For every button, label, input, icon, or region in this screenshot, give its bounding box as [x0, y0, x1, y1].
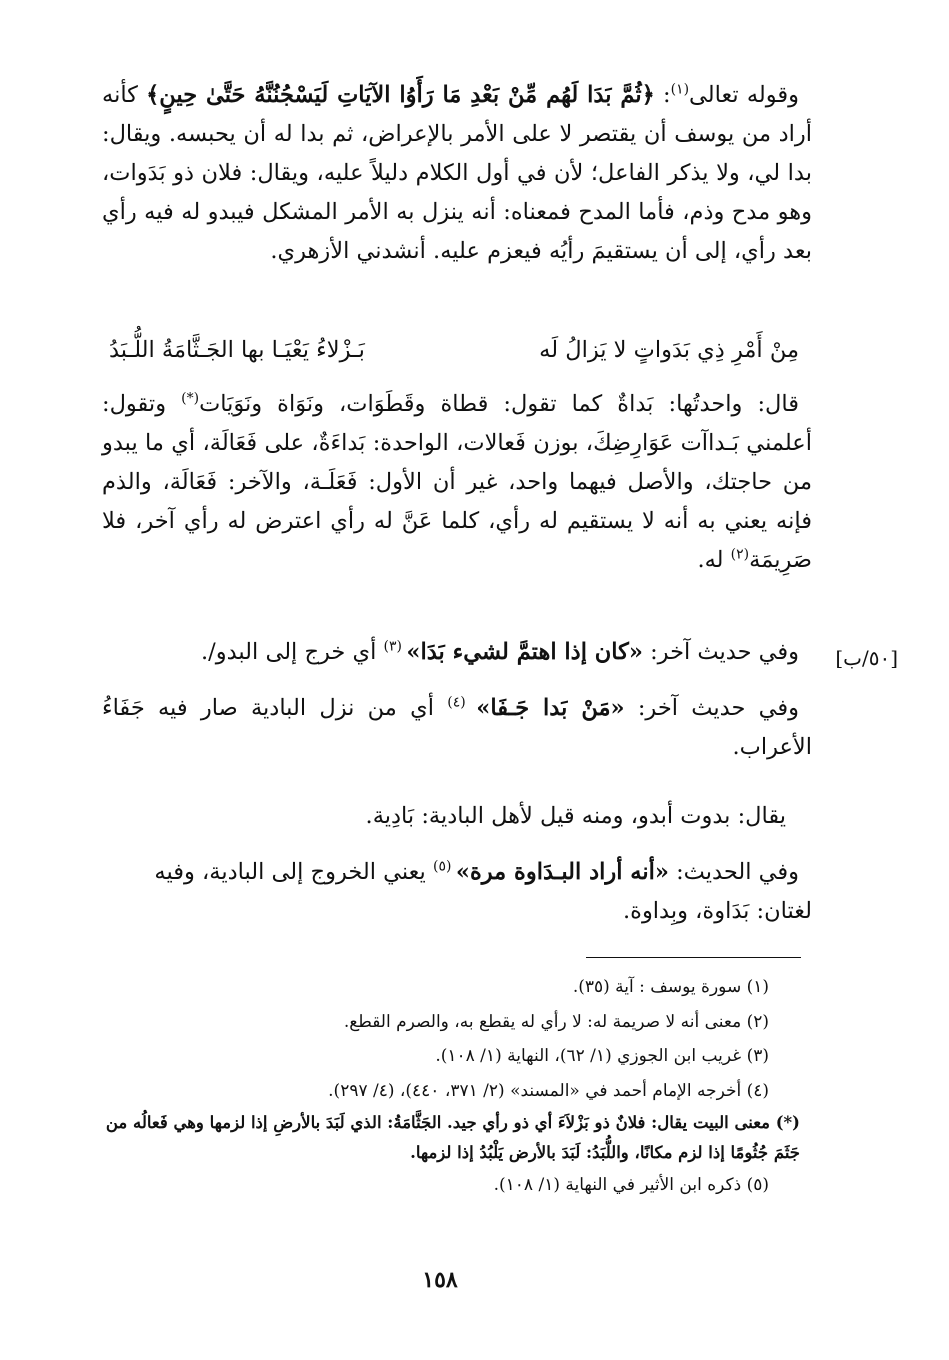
verse-second-hemistich: بَـزْلاءُ يَعْيَـا بها الجَـثَّامَةُ اللُّـبَدُ	[109, 337, 365, 363]
footnotes	[102, 970, 812, 1203]
main-paragraph	[102, 76, 812, 271]
colon: :	[654, 82, 671, 108]
hadith-text: يعني الخروج إلى البادية، وفيه	[154, 859, 433, 885]
hadith-intro: وفي حديث آخر:	[642, 639, 799, 665]
marginal-folio-note: [٥٠/ب]	[835, 646, 898, 670]
footnote-1: (١) سورة يوسف : آية (٣٥).	[572, 977, 769, 997]
footnote-ref-1: (١)	[670, 81, 690, 98]
intro-text: وقوله تعالى	[689, 82, 799, 108]
footnote-divider	[586, 957, 801, 958]
footnote-ref-5: (٥)	[432, 858, 456, 875]
paragraph-text: يقال: بدوت أبدو، ومنه قيل لأهل البادية: بَادِية.	[365, 803, 786, 829]
hadith-quote: «كان إذا اهتمَّ لشيء بَدَا»	[406, 639, 643, 665]
hadith-text-line2: لغتان: بَدَاوة، وبِداوة.	[623, 898, 812, 924]
paragraph-text: كأنه أراد من يوسف أن يقتصر لا على الأمر بالإعراض، ثم بدا له أن يحبسه. ويقال: بدا لي، ولا يذكر الفاعل؛ لأن في أول الكلام دليلاً عليه، ويقال: فلان ذو بَدَوات، وهو مدح وذم، فأما المدح فمعناه: أنه ينزل به الأمر المشكل فيبدو له فيه رأي بعد رأي، إلى أن يستقيمَ رأيُه فيعزم عليه. أنشدني الأزهري.	[102, 82, 812, 264]
hadith-paragraph-1	[102, 633, 812, 672]
hadith-paragraph-2	[102, 689, 812, 767]
footnote-ref-4: (٤)	[447, 694, 477, 711]
paragraph-text: وتقول: أعلمني بَـداآت عَوَارِضِكَ، بوزن فَعالات، الواحدة: بَداءَةٌ، على فَعَالَة، أي ما يبدو من حاجتك، والأصل فيهما واحد، غير أن الأول: فَعَلَـة، والآخر: فَعَالَة، والذم فإنه يعني به أنه لا يستقيم له رأي، كلما عَنَّ له رأي اعترض له رأي آخر، فلا صَرِيمَة	[102, 391, 812, 573]
verse-first-hemistich: مِنْ أَمْرِ ذِي بَدَواتٍ لا يَزالُ لَه	[539, 337, 799, 363]
second-paragraph	[102, 385, 812, 580]
footnote-ref-2: (٢)	[730, 546, 750, 563]
poetry-verse	[109, 330, 799, 370]
footnote-ref-3: (٣)	[383, 638, 407, 655]
hadith-paragraph-3	[102, 853, 812, 931]
hadith-quote: «أنه أراد البـدَاوة مرة»	[455, 859, 669, 885]
footnote-star: (*) معنى البيت يقال: فلانٌ ذو بَزْلاَءَ أي ذو رأي جيد. الجَثَّامَةُ: الذي لَبَدَ بالأرضِ إذا لزمها وهي فَعالُه من جَثَمَ جُثُومًا إذا لزم مكانًا، واللُّبَدُ: لَبَدَ بالأرض يَلْبُدُ إذا لزمها.	[105, 1113, 800, 1162]
footnote-5: (٥) ذكره ابن الأثير في النهاية (١/ ١٠٨).	[493, 1175, 769, 1195]
footnote-4: (٤) أخرجه الإمام أحمد في «المسند» (٢/ ٣٧١، ٤٤٠)، (٤/ ٢٩٧).	[328, 1080, 769, 1101]
yuqal-paragraph	[102, 797, 799, 836]
quran-verse: ﴿ثُمَّ بَدَا لَهُم مِّنْ بَعْدِ مَا رَأَوُا الآيَاتِ لَيَسْجُنُنَّهُ حَتَّىٰ حِينٍ﴾	[146, 82, 655, 108]
footnote-3: (٣) غريب ابن الجوزي (١/ ٦٢)، النهاية (١/ ١٠٨).	[435, 1046, 769, 1066]
footnote-2: (٢) معنى أنه لا صريمة له: لا رأي له يقطع به، والصرم القطع.	[343, 1011, 769, 1032]
hadith-text: أي خرج إلى البدو/.	[200, 639, 384, 665]
page-number: ١٥٨	[422, 1267, 458, 1293]
paragraph-text: له.	[697, 547, 731, 573]
hadith-intro: وفي حديث آخر:	[624, 695, 800, 721]
hadith-text: أي من نزل البادية صار فيه جَفَاءُ الأعراب.	[102, 695, 812, 760]
footnote-ref-star: (*)	[181, 390, 200, 407]
paragraph-text: قال: واحدتُها: بَداةٌ كما تقول: قطاة وقَطَوَات، ونَوَاة ونَوَيَات	[199, 391, 799, 417]
hadith-intro: وفي الحديث:	[668, 859, 799, 885]
hadith-quote: «مَنْ بَدا جَـفَا»	[476, 695, 625, 721]
